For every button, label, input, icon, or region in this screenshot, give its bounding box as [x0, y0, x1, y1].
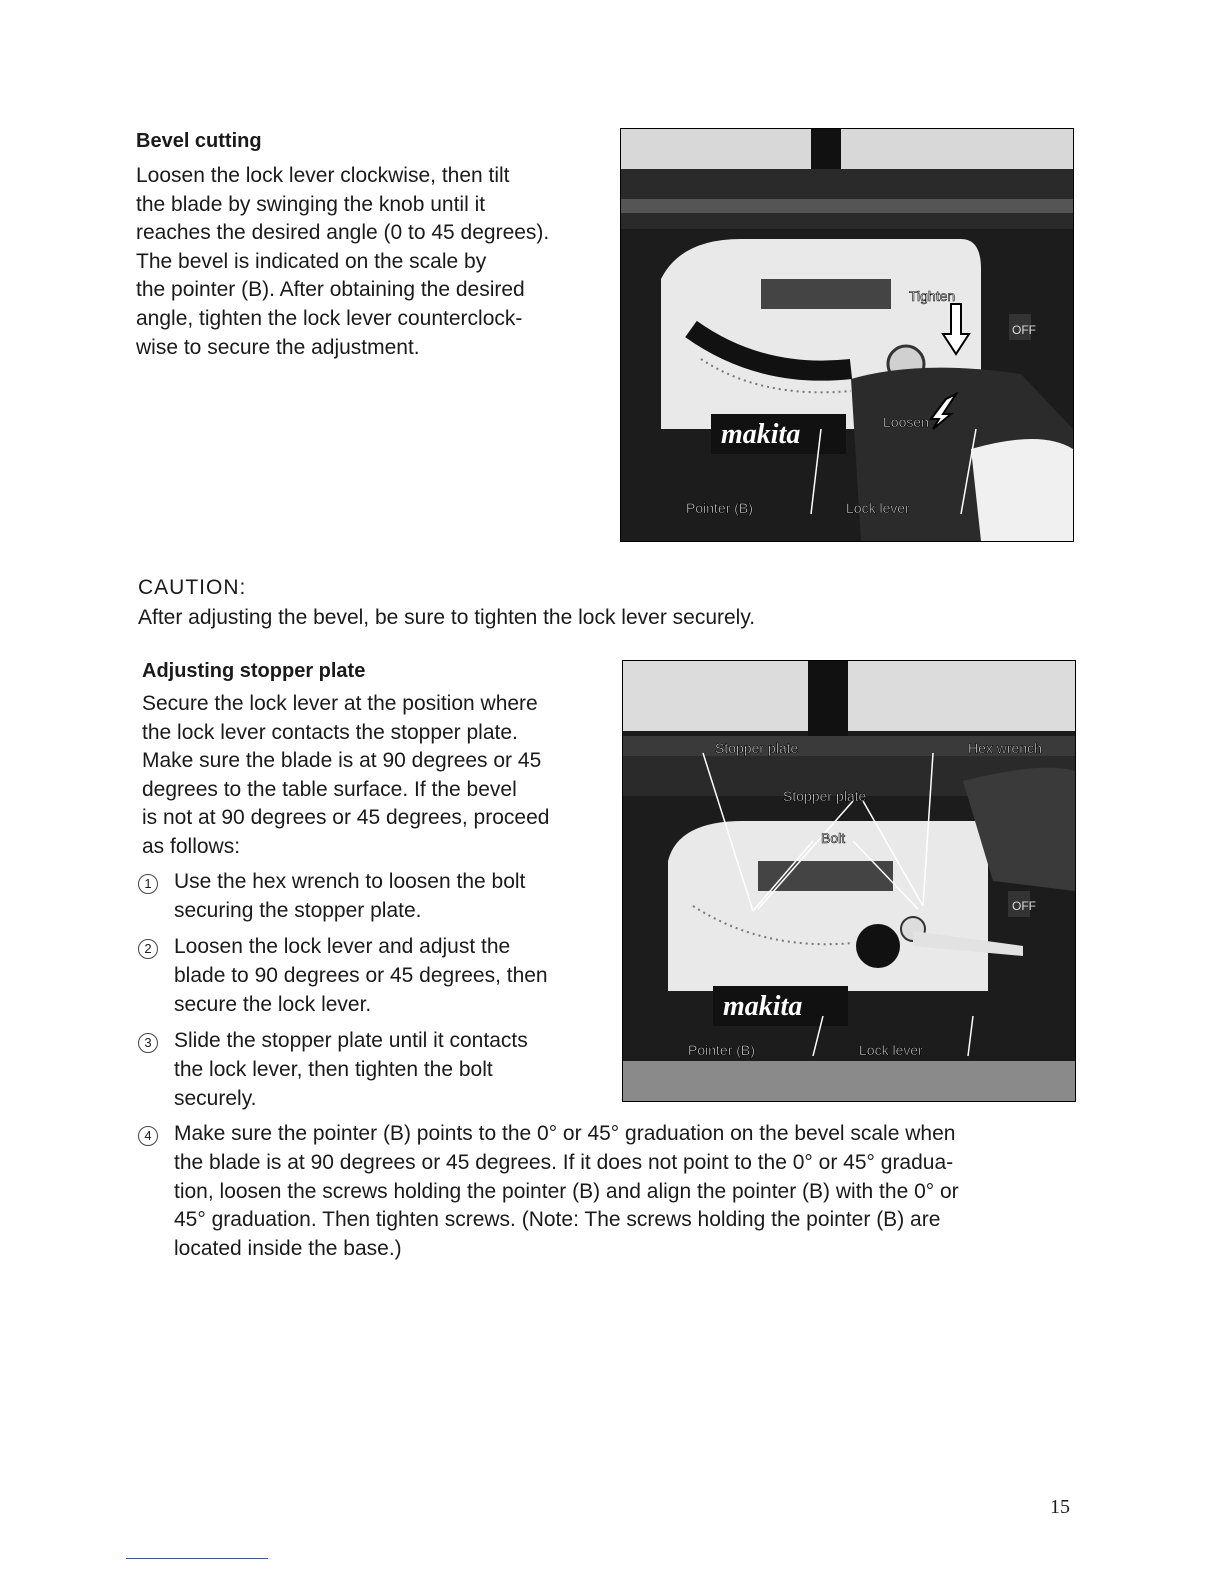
- label-pointer-b: Pointer (B): [686, 500, 753, 516]
- paragraph-line: angle, tighten the lock lever counterclock-: [136, 306, 523, 330]
- label-loosen: Loosen: [883, 414, 929, 430]
- step-text: Use the hex wrench to loosen the bolt securing the stopper plate.: [174, 870, 526, 922]
- label-pointer-b: Pointer (B): [688, 1042, 755, 1058]
- paragraph-line: as follows:: [142, 834, 241, 858]
- step-number: 3: [138, 1027, 160, 1056]
- step-number: 4: [138, 1120, 160, 1149]
- paragraph-line: the pointer (B). After obtaining the desired: [136, 278, 525, 302]
- paragraph-line: Make sure the blade is at 90 degrees or 45: [142, 749, 542, 773]
- footer-rule: [126, 1558, 268, 1559]
- label-bolt: Bolt: [821, 830, 846, 846]
- off-switch-label: OFF: [1012, 899, 1036, 913]
- stopper-plate-illustration: [623, 661, 1075, 1101]
- caution-text: After adjusting the bevel, be sure to tighten the lock lever securely.: [138, 606, 756, 629]
- paragraph-line: wise to secure the adjustment.: [136, 335, 420, 359]
- paragraph-line: the blade by swinging the knob until it: [136, 192, 486, 216]
- label-stopper-plate-middle: Stopper plate: [783, 788, 867, 804]
- label-lock-lever: Lock lever: [859, 1042, 923, 1058]
- caution-title: CAUTION:: [138, 576, 247, 599]
- label-hex-wrench: Hex wrench: [968, 740, 1042, 756]
- makita-logo: makita: [721, 419, 801, 450]
- paragraph-line: the lock lever contacts the stopper plate.: [142, 720, 518, 744]
- bevel-cutting-photo: [620, 128, 1074, 542]
- label-stopper-plate-top: Stopper plate: [715, 740, 799, 756]
- paragraph-line: reaches the desired angle (0 to 45 degrees).: [136, 221, 550, 245]
- paragraph-line: Secure the lock lever at the position where: [142, 692, 538, 715]
- paragraph-line: degrees to the table surface. If the bevel: [142, 777, 517, 801]
- stopper-plate-intro-paragraph: [142, 690, 594, 862]
- stopper-plate-photo: [622, 660, 1076, 1102]
- paragraph-line: Loosen the lock lever clockwise, then tilt: [136, 164, 510, 187]
- label-lock-lever: Lock lever: [846, 500, 910, 516]
- section-heading-adjusting-stopper-plate: Adjusting stopper plate: [142, 660, 366, 682]
- page-number: 15: [1050, 1496, 1070, 1518]
- makita-logo: makita: [723, 991, 803, 1022]
- step-number: 2: [138, 933, 160, 962]
- paragraph-line: is not at 90 degrees or 45 degrees, proceed: [142, 806, 550, 830]
- step-text: Loosen the lock lever and adjust the blade to 90 degrees or 45 degrees, then secure the lock lever.: [174, 935, 548, 1016]
- step-number: 1: [138, 868, 160, 897]
- step-text: Slide the stopper plate until it contacts the lock lever, then tighten the bolt securely.: [174, 1029, 528, 1110]
- section-heading-bevel-cutting: Bevel cutting: [136, 130, 262, 152]
- off-switch-label: OFF: [1012, 323, 1036, 337]
- bevel-cutting-illustration: [621, 129, 1073, 541]
- paragraph-line: The bevel is indicated on the scale by: [136, 249, 487, 273]
- label-tighten: Tighten: [909, 288, 956, 304]
- bevel-cutting-paragraph: [136, 162, 589, 362]
- step-text: Make sure the pointer (B) points to the 0° or 45° graduation on the bevel scale when the blade is at 90 degrees or 45 degrees. If it does not point to the 0° or 45° gradua- tion, loosen the screws holding the pointer (B) and align the pointer (B) with the 0° or 45° graduation. Then tighten screws. (Note: The screws holding the pointer (B) are located inside the base.): [174, 1122, 959, 1261]
